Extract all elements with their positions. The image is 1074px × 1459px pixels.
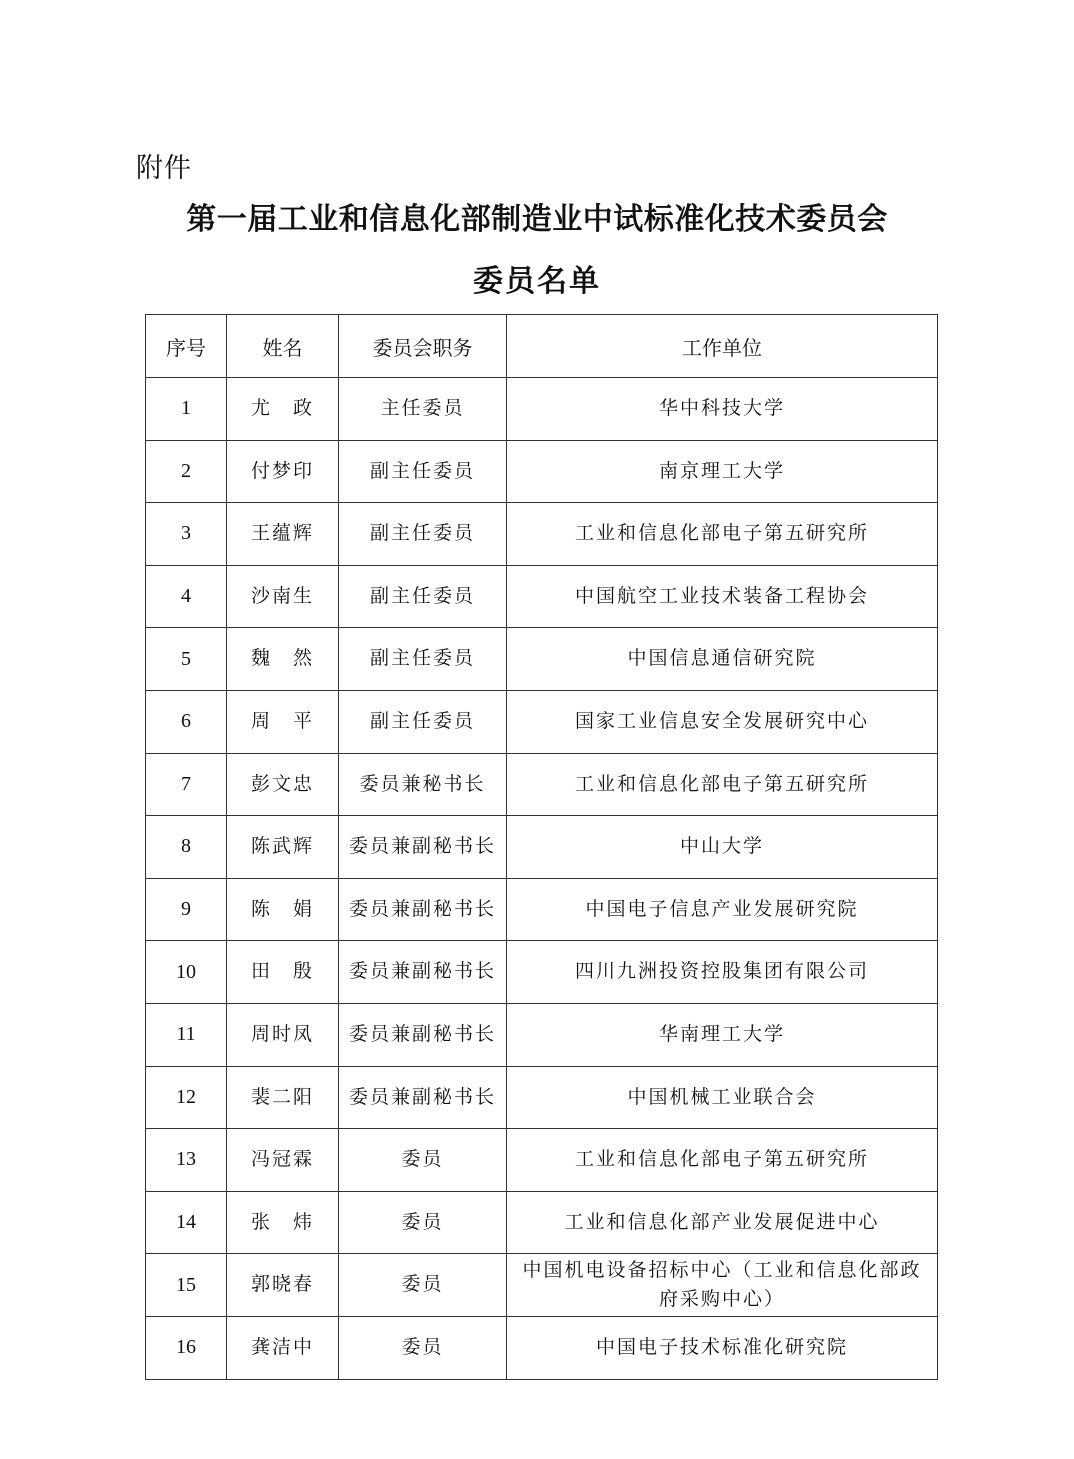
table-row	[146, 1129, 938, 1192]
table-row	[146, 816, 938, 879]
cell-unit: 中国机械工业联合会	[507, 1066, 938, 1129]
cell-number: 13	[146, 1129, 227, 1192]
cell-unit: 华中科技大学	[507, 378, 938, 441]
cell-unit: 中国机电设备招标中心（工业和信息化部政府采购中心）	[507, 1254, 938, 1317]
cell-unit: 南京理工大学	[507, 440, 938, 503]
cell-name: 张 炜	[227, 1191, 339, 1254]
table-row	[146, 690, 938, 753]
cell-name: 冯冠霖	[227, 1129, 339, 1192]
cell-unit: 四川九洲投资控股集团有限公司	[507, 941, 938, 1004]
table-row	[146, 440, 938, 503]
cell-unit: 中国信息通信研究院	[507, 628, 938, 691]
cell-unit: 国家工业信息安全发展研究中心	[507, 690, 938, 753]
cell-unit: 工业和信息化部电子第五研究所	[507, 1129, 938, 1192]
cell-role: 委员兼副秘书长	[339, 1003, 507, 1066]
cell-name: 王蕴辉	[227, 503, 339, 566]
cell-role: 委员	[339, 1254, 507, 1317]
table-row	[146, 628, 938, 691]
cell-name: 付梦印	[227, 440, 339, 503]
cell-role: 主任委员	[339, 378, 507, 441]
cell-number: 4	[146, 565, 227, 628]
cell-role: 委员兼副秘书长	[339, 941, 507, 1004]
cell-name: 陈 娟	[227, 878, 339, 941]
document-title: 第一届工业和信息化部制造业中试标准化技术委员会	[186, 202, 888, 237]
cell-unit: 中国电子技术标准化研究院	[507, 1316, 938, 1379]
cell-number: 9	[146, 878, 227, 941]
cell-name: 彭文忠	[227, 753, 339, 816]
cell-role: 副主任委员	[339, 440, 507, 503]
table-row	[146, 565, 938, 628]
cell-unit: 中国航空工业技术装备工程协会	[507, 565, 938, 628]
cell-unit: 工业和信息化部产业发展促进中心	[507, 1191, 938, 1254]
table-row	[146, 1066, 938, 1129]
cell-number: 8	[146, 816, 227, 879]
document-subtitle: 委员名单	[473, 264, 601, 299]
cell-role: 委员兼秘书长	[339, 753, 507, 816]
cell-unit: 工业和信息化部电子第五研究所	[507, 753, 938, 816]
cell-role: 副主任委员	[339, 503, 507, 566]
header-number: 序号	[146, 315, 227, 378]
cell-name: 龚洁中	[227, 1316, 339, 1379]
table-row	[146, 941, 938, 1004]
cell-number: 16	[146, 1316, 227, 1379]
cell-number: 2	[146, 440, 227, 503]
cell-role: 委员	[339, 1191, 507, 1254]
cell-name: 沙南生	[227, 565, 339, 628]
cell-name: 周 平	[227, 690, 339, 753]
cell-number: 10	[146, 941, 227, 1004]
cell-role: 委员兼副秘书长	[339, 1066, 507, 1129]
cell-name: 裴二阳	[227, 1066, 339, 1129]
cell-name: 郭晓春	[227, 1254, 339, 1317]
cell-name: 陈武辉	[227, 816, 339, 879]
cell-role: 副主任委员	[339, 628, 507, 691]
cell-number: 11	[146, 1003, 227, 1066]
cell-role: 委员兼副秘书长	[339, 878, 507, 941]
table-row	[146, 878, 938, 941]
cell-role: 副主任委员	[339, 565, 507, 628]
table-header-row	[146, 315, 938, 378]
cell-number: 6	[146, 690, 227, 753]
header-unit: 工作单位	[507, 315, 938, 378]
member-table	[145, 314, 938, 1380]
cell-number: 3	[146, 503, 227, 566]
cell-unit: 华南理工大学	[507, 1003, 938, 1066]
cell-number: 12	[146, 1066, 227, 1129]
cell-number: 7	[146, 753, 227, 816]
cell-number: 5	[146, 628, 227, 691]
table-row	[146, 378, 938, 441]
cell-unit: 中国电子信息产业发展研究院	[507, 878, 938, 941]
cell-name: 田 殷	[227, 941, 339, 1004]
cell-unit: 中山大学	[507, 816, 938, 879]
header-role: 委员会职务	[339, 315, 507, 378]
header-name: 姓名	[227, 315, 339, 378]
table-row	[146, 503, 938, 566]
cell-number: 1	[146, 378, 227, 441]
cell-name: 魏 然	[227, 628, 339, 691]
cell-name: 尤 政	[227, 378, 339, 441]
table-row	[146, 1254, 938, 1317]
cell-number: 14	[146, 1191, 227, 1254]
cell-name: 周时凤	[227, 1003, 339, 1066]
cell-number: 15	[146, 1254, 227, 1317]
cell-role: 委员	[339, 1316, 507, 1379]
cell-role: 委员兼副秘书长	[339, 816, 507, 879]
cell-unit: 工业和信息化部电子第五研究所	[507, 503, 938, 566]
table-row	[146, 1003, 938, 1066]
table-row	[146, 753, 938, 816]
table-row	[146, 1316, 938, 1379]
cell-role: 副主任委员	[339, 690, 507, 753]
attachment-label: 附件	[136, 153, 192, 184]
cell-role: 委员	[339, 1129, 507, 1192]
table-row	[146, 1191, 938, 1254]
